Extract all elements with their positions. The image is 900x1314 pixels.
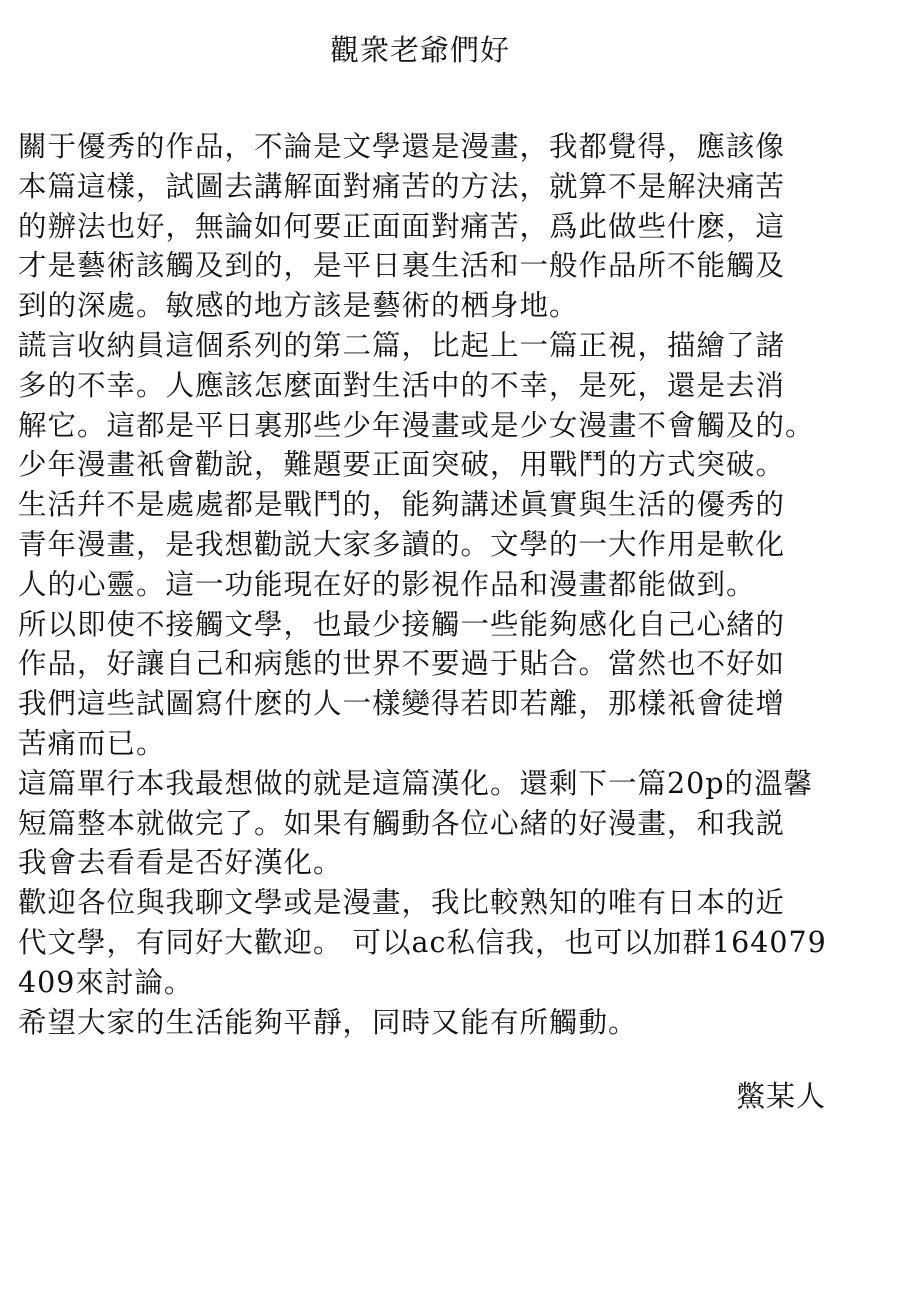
text-line: 這篇單行本我最想做的就是這篇漢化。還剩下一篇20p的溫馨 [18, 766, 814, 800]
text-line: 關于優秀的作品，不論是文學還是漫畫，我都覺得，應該像 [18, 130, 786, 163]
text-line: 生活幷不是處處都是戰鬥的，能夠講述眞實與生活的優秀的 [18, 488, 786, 522]
text-line: 到的深處。敏感的地方該是藝術的栖身地。 [18, 289, 579, 323]
text-line: 作品，好讓自己和病態的世界不要過于貼合。當然也不好如 [18, 647, 786, 681]
text-line: 人的心靈。這一功能現在好的影視作品和漫畫都能做到。 [18, 567, 756, 601]
body-text [18, 127, 898, 1042]
text-line: 代文學，有同好大歡迎。 可以ac私信我，也可以加群164079 [18, 925, 827, 959]
text-line: 我們這些試圖寫什麽的人一樣變得若即若離，那樣衹會徒增 [18, 687, 786, 721]
text-line: 多的不幸。人應該怎麼面對生活中的不幸，是死，還是去消 [18, 368, 786, 402]
text-line: 我會去看看是否好漢化。 [18, 846, 343, 880]
text-line: 才是藝術該觸及到的，是平日裏生活和一般作品所不能觸及 [18, 249, 786, 283]
page-title: 觀衆老爺們好 [329, 33, 510, 67]
text-line: 謊言收納員這個系列的第二篇，比起上一篇正視，描繪了諸 [18, 328, 786, 362]
signature: 鱉某人 [736, 1079, 827, 1113]
text-line: 409來討論。 [18, 965, 194, 999]
text-line: 短篇整本就做完了。如果有觸動各位心緒的好漫畫，和我説 [18, 806, 786, 840]
text-line: 所以即使不接觸文學，也最少接觸一些能夠感化自己心緒的 [18, 607, 786, 641]
text-line: 歡迎各位與我聊文學或是漫畫，我比較熟知的唯有日本的近 [18, 886, 786, 920]
text-line: 解它。這都是平日裏那些少年漫畫或是少女漫畫不會觸及的。 [18, 408, 815, 442]
text-line: 本篇這樣，試圖去講解面對痛苦的方法，就算不是解決痛苦 [18, 169, 786, 203]
text-line: 的辦法也好，無論如何要正面面對痛苦，爲此做些什麽，這 [18, 209, 786, 243]
text-line: 希望大家的生活能夠平靜，同時又能有所觸動。 [18, 1005, 638, 1039]
text-line: 少年漫畫衹會勸說，難題要正面突破，用戰鬥的方式突破。 [18, 448, 786, 482]
text-line: 青年漫畫，是我想勸説大家多讀的。文學的一大作用是軟化 [18, 527, 786, 561]
text-line: 苦痛而已。 [18, 726, 166, 760]
